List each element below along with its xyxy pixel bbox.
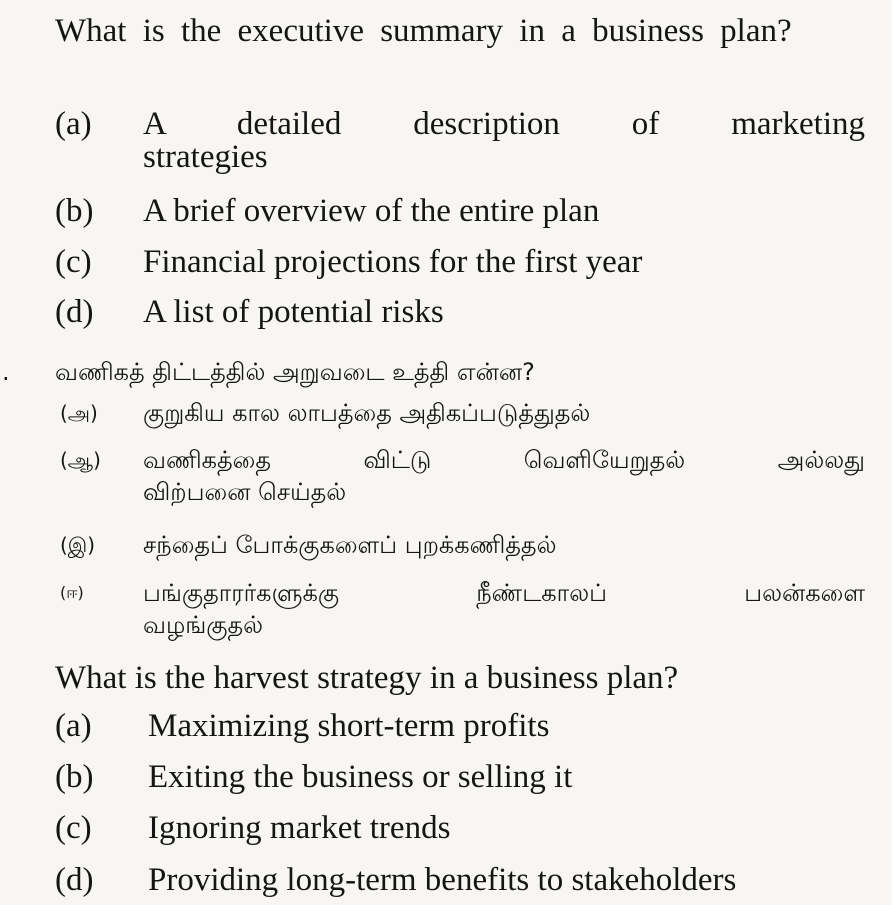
option-text: Maximizing short-term profits	[148, 708, 550, 744]
option-label: (b)	[55, 759, 94, 795]
option-text: சந்தைப் போக்குகளைப் புறக்கணித்தல்	[143, 531, 557, 559]
option-text: Ignoring market trends	[148, 810, 451, 846]
option-text: Exiting the business or selling it	[148, 759, 573, 795]
question-1-text: What is the executive summary in a business plan?	[55, 13, 792, 49]
option-label: (a)	[55, 106, 92, 142]
option-text: A detailed description of marketing strategies	[143, 106, 865, 175]
option-text: A brief overview of the entire plan	[143, 193, 600, 229]
option-text: குறுகிய கால லாபத்தை அதிகப்படுத்துதல்	[143, 399, 591, 427]
option-text-line2: விற்பனை செய்தல்	[143, 478, 347, 506]
option-label: (ஈ)	[60, 583, 84, 602]
option-label: (அ)	[60, 401, 98, 425]
option-text: A list of potential risks	[143, 294, 444, 330]
option-label: (d)	[55, 862, 94, 898]
question-2-tamil-text: வணிகத் திட்டத்தில் அறுவடை உத்தி என்ன?	[55, 358, 535, 386]
option-label: (d)	[55, 294, 94, 330]
option-label: (b)	[55, 193, 94, 229]
option-label: (a)	[55, 708, 92, 744]
option-label: (c)	[55, 244, 92, 280]
option-label: (c)	[55, 810, 92, 846]
option-label: (இ)	[60, 533, 96, 557]
question-2-text: What is the harvest strategy in a business plan?	[55, 660, 679, 696]
option-text: Financial projections for the first year	[143, 244, 643, 280]
question-bullet: .	[2, 358, 10, 386]
option-text-line2: வழங்குதல்	[143, 611, 264, 639]
option-text-line1: வணிகத்தை விட்டு வெளியேறுதல் அல்லது	[143, 446, 865, 474]
option-text-line1: பங்குதாரர்களுக்கு நீண்டகாலப் பலன்களை	[143, 579, 865, 607]
option-text: Providing long-term benefits to stakeholders	[148, 862, 737, 898]
option-label: (ஆ)	[60, 448, 101, 472]
